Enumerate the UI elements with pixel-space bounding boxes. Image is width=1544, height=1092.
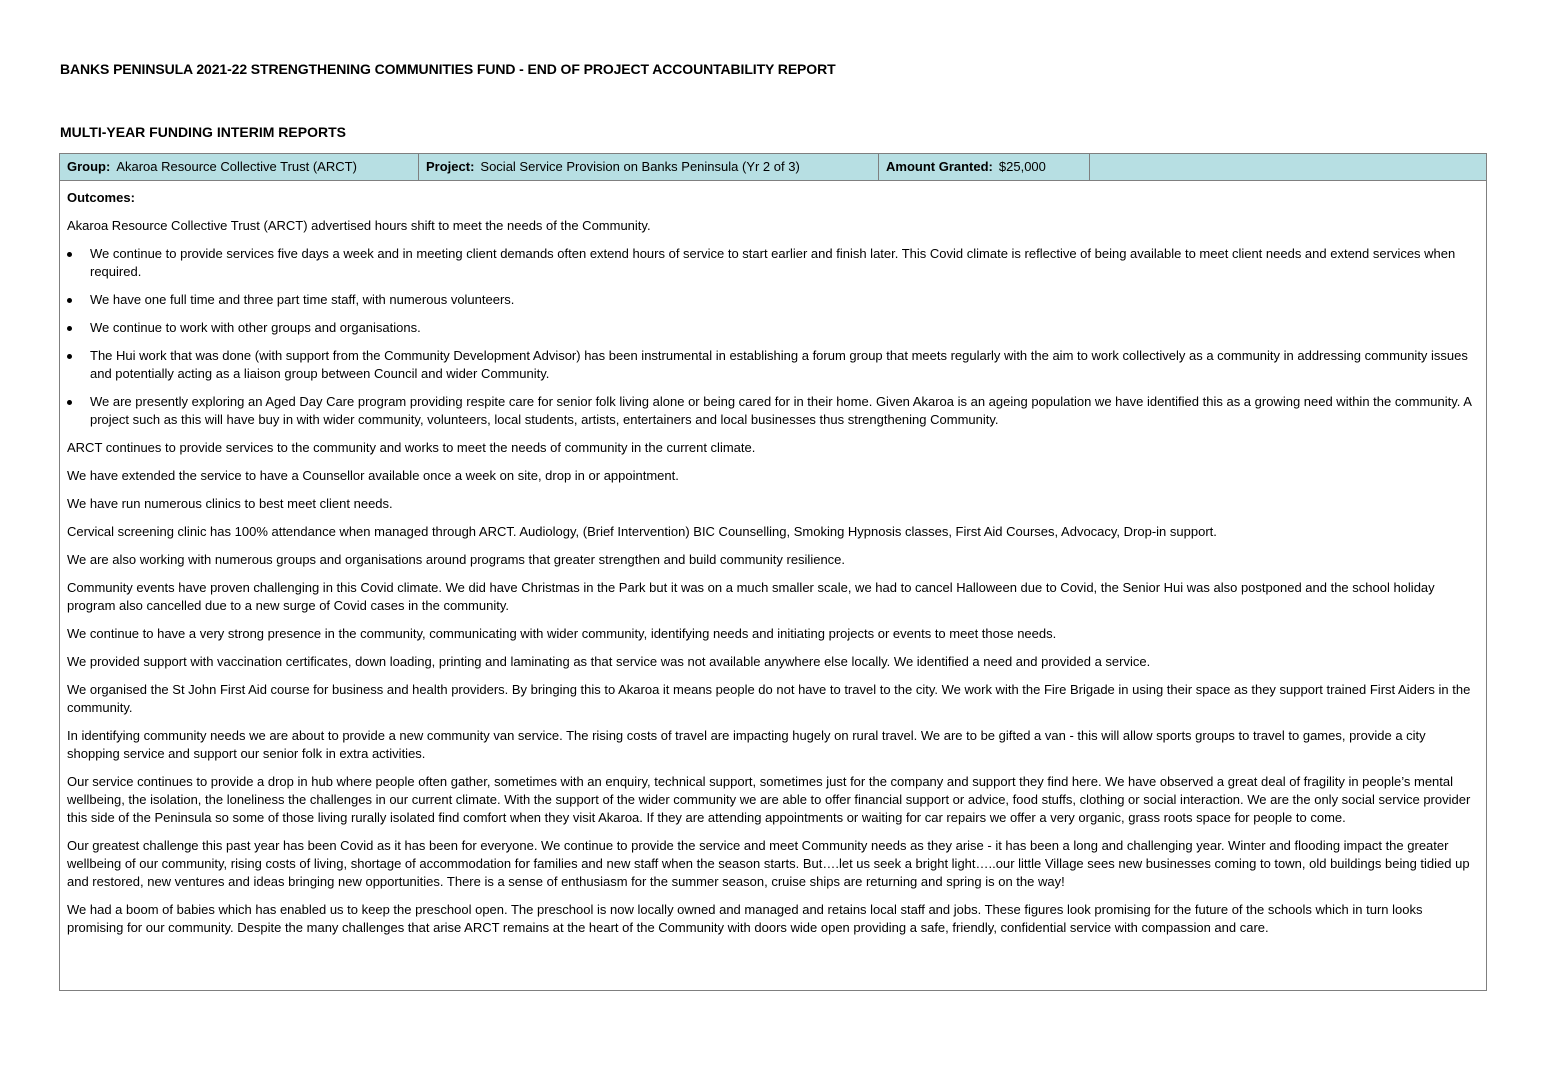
bullet-dot-icon [67,400,72,405]
bullet-item [67,319,1478,337]
bullet-text: We continue to work with other groups and organisations. [90,320,421,335]
bullet-text: We continue to provide services five days a week and in meeting client demands often extend hours of service to start earlier and finish later. This Covid climate is reflective of being available to meet client needs and extend services when required. [90,246,1456,279]
bullet-item [67,347,1478,383]
outcomes-cell [60,181,1486,990]
bullet-item [67,245,1478,281]
report-table [59,153,1487,991]
outcomes-paragraph: We provided support with vaccination certificates, down loading, printing and laminating as that service was not available anywhere else locally. We identified a need and provided a service. [67,654,1151,669]
report-header-row [60,154,1486,181]
project-label: Project: [426,159,475,174]
bullet-dot-icon [67,298,72,303]
outcomes-paragraph: We have extended the service to have a Counsellor available once a week on site, drop in or appointment. [67,468,679,483]
bullet-item [67,291,1478,309]
outcomes-paragraph: We have run numerous clinics to best meet client needs. [67,496,393,511]
outcomes-label: Outcomes: [67,190,135,205]
outcomes-intro: Akaroa Resource Collective Trust (ARCT) advertised hours shift to meet the needs of the Community. [67,218,651,233]
bullet-dot-icon [67,326,72,331]
empty-header-cell [1090,154,1486,180]
bullet-text: We are presently exploring an Aged Day Care program providing respite care for senior folk living alone or being cared for in their home. Given Akaroa is an ageing population we have identified this as a growing need within the community. A project such as this will have buy in with wider community, volunteers, local students, artists, entertainers and local businesses thus strengthening Community. [90,394,1472,427]
document-title: BANKS PENINSULA 2021-22 STRENGTHENING COMMUNITIES FUND - END OF PROJECT ACCOUNTABILITY REPORT [60,61,836,77]
outcomes-bullet-list [67,245,1478,429]
outcomes-paragraph: Community events have proven challenging in this Covid climate. We did have Christmas in the Park but it was on a much smaller scale, we had to cancel Halloween due to Covid, the Senior Hui was also postponed and the school holiday program also cancelled due to a new surge of Covid cases in the community. [67,580,1435,613]
outcomes-paragraph: We organised the St John First Aid course for business and health providers. By bringing this to Akaroa it means people do not have to travel to the city. We work with the Fire Brigade in using their space as they support trained First Aiders in the community. [67,682,1471,715]
bullet-text: The Hui work that was done (with support from the Community Development Advisor) has been instrumental in establishing a forum group that meets regularly with the aim to work collectively as a community in addressing community issues and potentially acting as a liaison group between Council and wider Community. [90,348,1468,381]
outcomes-paragraph: Our greatest challenge this past year has been Covid as it has been for everyone. We continue to provide the service and meet Community needs as they arise - it has been a long and challenging year. Winter and flooding impact the greater wellbeing of our community, rising costs of living, shortage of accommodation for families and new staff when the season starts. But….let us seek a bright light…..our little Village sees new businesses coming to town, old buildings being tidied up and restored, new ventures and ideas bringing new opportunities. There is a sense of enthusiasm for the summer season, cruise ships are returning and spring is on the way! [67,838,1470,889]
project-value: Social Service Provision on Banks Peninsula (Yr 2 of 3) [480,159,800,174]
section-title: MULTI-YEAR FUNDING INTERIM REPORTS [60,124,346,140]
bullet-item [67,393,1478,429]
outcomes-paragraph: We are also working with numerous groups and organisations around programs that greater strengthen and build community resilience. [67,552,846,567]
project-cell [419,154,879,180]
group-cell [60,154,419,180]
outcomes-paragraph: In identifying community needs we are about to provide a new community van service. The rising costs of travel are impacting hugely on rural travel. We are to be gifted a van - this will allow sports groups to travel to games, provide a city shopping service and support our senior folk in extra activities. [67,728,1426,761]
bullet-dot-icon [67,252,72,257]
amount-granted-label: Amount Granted: [886,159,993,174]
outcomes-paragraph: We had a boom of babies which has enabled us to keep the preschool open. The preschool is now locally owned and managed and retains local staff and jobs. These figures look promising for the future of the schools which in turn looks promising for our community. Despite the many challenges that arise ARCT remains at the heart of the Community with doors wide open providing a safe, friendly, confidential service with compassion and care. [67,902,1423,935]
group-value: Akaroa Resource Collective Trust (ARCT) [116,159,357,174]
outcomes-paragraph: Our service continues to provide a drop in hub where people often gather, sometimes with an enquiry, technical support, sometimes just for the company and support they find here. We have observed a great deal of fragility in people’s mental wellbeing, the isolation, the loneliness the challenges in our current climate. With the support of the wider community we are able to offer financial support or advice, food stuffs, clothing or social interaction. We are the only social service provider this side of the Peninsula so some of those living rurally isolated find comfort when they visit Akaroa. If they are attending appointments or waiting for car repairs we offer a very organic, grass roots space for people to come. [67,774,1471,825]
bullet-dot-icon [67,354,72,359]
amount-granted-value: $25,000 [998,159,1046,174]
amount-granted-cell [879,154,1090,180]
group-label: Group: [67,159,111,174]
bullet-text: We have one full time and three part time staff, with numerous volunteers. [90,292,515,307]
outcomes-paragraph: ARCT continues to provide services to the community and works to meet the needs of community in the current climate. [67,440,756,455]
outcomes-paragraph: Cervical screening clinic has 100% attendance when managed through ARCT. Audiology, (Brief Intervention) BIC Counselling, Smoking Hypnosis classes, First Aid Courses, Advocacy, Drop-in support. [67,524,1217,539]
outcomes-paragraph: We continue to have a very strong presence in the community, communicating with wider community, identifying needs and initiating projects or events to meet those needs. [67,626,1057,641]
